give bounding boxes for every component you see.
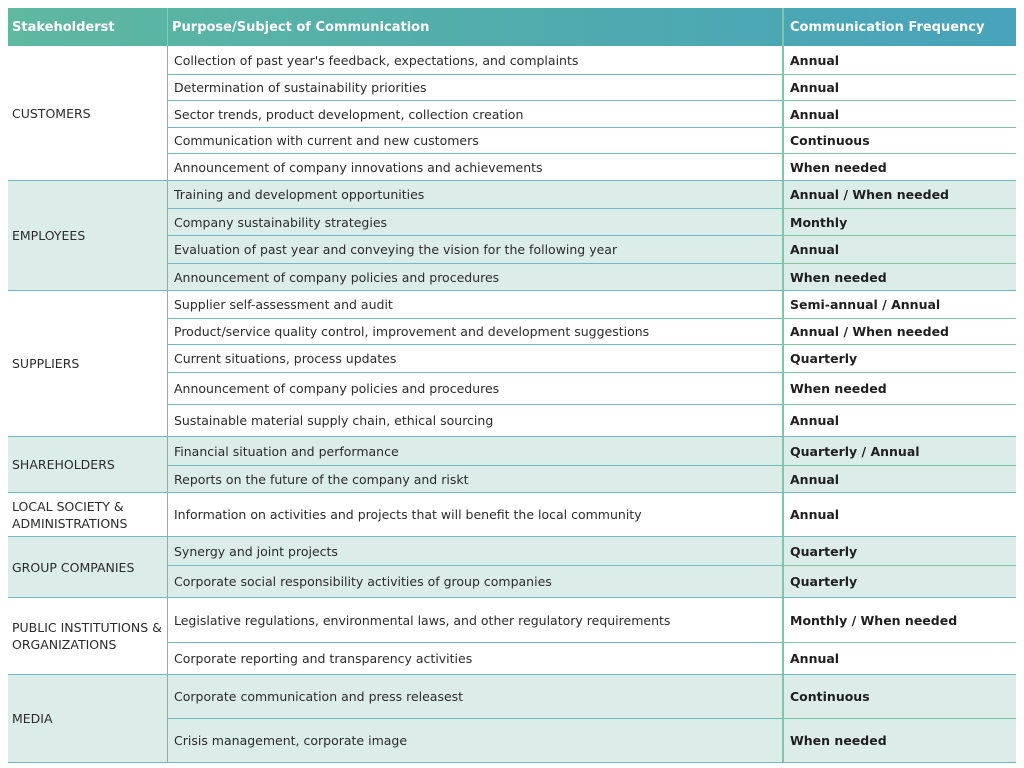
frequency-cell: Quarterly <box>782 537 1016 565</box>
frequency-cell: Semi-annual / Annual <box>782 291 1016 318</box>
stakeholder-cell: CUSTOMERS <box>8 46 168 180</box>
stakeholder-group <box>8 493 1016 537</box>
purpose-cell: Information on activities and projects that will benefit the local community <box>174 507 642 522</box>
frequency-cell: Quarterly <box>782 565 1016 597</box>
purpose-cell: Reports on the future of the company and riskt <box>168 465 782 492</box>
table-row <box>168 372 1016 404</box>
header-stakeholders: Stakeholderst <box>8 8 168 46</box>
purpose-cell: Corporate reporting and transparency activities <box>168 642 782 674</box>
frequency-cell: When needed <box>782 263 1016 290</box>
stakeholder-communication-table <box>8 8 1016 763</box>
frequency-cell: When needed <box>782 153 1016 180</box>
table-row <box>168 100 1016 127</box>
stakeholder-cell: MEDIA <box>8 675 168 762</box>
frequency-cell: Annual / When needed <box>782 181 1016 208</box>
table-row <box>168 718 1016 762</box>
stakeholder-group <box>8 46 1016 181</box>
table-row <box>168 46 1016 74</box>
header-frequency: Communication Frequency <box>782 8 1016 46</box>
frequency-cell: Annual <box>782 642 1016 674</box>
frequency-cell: Monthly / When needed <box>782 598 1016 642</box>
table-row <box>168 565 1016 597</box>
stakeholder-group <box>8 291 1016 437</box>
table-row <box>168 537 1016 565</box>
stakeholder-cell: GROUP COMPANIES <box>8 537 168 597</box>
frequency-cell: Annual <box>782 235 1016 263</box>
stakeholder-group <box>8 598 1016 675</box>
purpose-cell: Communication with current and new customers <box>168 127 782 153</box>
table-row <box>168 675 1016 718</box>
table-row <box>168 181 1016 208</box>
frequency-cell: Annual <box>782 465 1016 492</box>
table-row <box>168 404 1016 436</box>
header-purpose: Purpose/Subject of Communication <box>172 19 430 35</box>
frequency-cell: Annual <box>782 100 1016 127</box>
table-row <box>168 437 1016 465</box>
purpose-cell: Corporate social responsibility activities of group companies <box>168 565 782 597</box>
frequency-cell: Annual <box>782 493 1016 536</box>
table-row <box>168 74 1016 100</box>
table-row <box>168 642 1016 674</box>
purpose-cell: Current situations, process updates <box>168 344 782 372</box>
purpose-cell: Sector trends, product development, collection creation <box>168 100 782 127</box>
purpose-cell: Determination of sustainability priorities <box>168 74 782 100</box>
frequency-cell: Continuous <box>782 127 1016 153</box>
stakeholder-cell: LOCAL SOCIETY & ADMINISTRATIONS <box>8 493 168 536</box>
table-row <box>168 235 1016 263</box>
frequency-cell: Annual <box>782 74 1016 100</box>
purpose-cell: Training and development opportunities <box>174 187 425 202</box>
table-row <box>168 127 1016 153</box>
table-row <box>168 344 1016 372</box>
purpose-cell: Corporate communication and press releasest <box>174 689 464 704</box>
stakeholder-group <box>8 537 1016 598</box>
table-row <box>168 291 1016 318</box>
frequency-cell: When needed <box>782 718 1016 762</box>
table-row <box>168 493 1016 536</box>
purpose-cell: Sustainable material supply chain, ethical sourcing <box>168 404 782 436</box>
stakeholder-group <box>8 437 1016 493</box>
table-row <box>168 208 1016 235</box>
stakeholder-cell: PUBLIC INSTITUTIONS & ORGANIZATIONS <box>8 598 168 674</box>
purpose-cell: Crisis management, corporate image <box>168 718 782 762</box>
purpose-cell: Announcement of company innovations and achievements <box>168 153 782 180</box>
purpose-cell: Legislative regulations, environmental laws, and other regulatory requirements <box>174 612 671 628</box>
frequency-cell: Annual <box>782 404 1016 436</box>
table-row <box>168 263 1016 290</box>
purpose-cell: Company sustainability strategies <box>168 208 782 235</box>
purpose-cell: Supplier self-assessment and audit <box>174 297 393 312</box>
frequency-cell: Annual / When needed <box>782 318 1016 344</box>
purpose-cell: Evaluation of past year and conveying the vision for the following year <box>168 235 782 263</box>
purpose-cell: Financial situation and performance <box>174 443 399 459</box>
frequency-cell: When needed <box>782 372 1016 404</box>
frequency-cell: Annual <box>782 46 1016 74</box>
purpose-cell: Announcement of company policies and procedures <box>168 263 782 290</box>
stakeholder-cell: SUPPLIERS <box>8 291 168 436</box>
stakeholder-group <box>8 181 1016 291</box>
table-row <box>168 153 1016 180</box>
table-body <box>8 46 1016 763</box>
table-row <box>168 465 1016 492</box>
frequency-cell: Monthly <box>782 208 1016 235</box>
frequency-cell: Quarterly / Annual <box>782 437 1016 465</box>
table-row <box>168 318 1016 344</box>
purpose-cell: Announcement of company policies and procedures <box>168 372 782 404</box>
stakeholder-cell: EMPLOYEES <box>8 181 168 290</box>
purpose-cell: Product/service quality control, improvement and development suggestions <box>168 318 782 344</box>
stakeholder-group <box>8 675 1016 763</box>
table-row <box>168 598 1016 642</box>
purpose-cell: Synergy and joint projects <box>174 543 338 559</box>
stakeholder-cell: SHAREHOLDERS <box>8 437 168 492</box>
frequency-cell: Quarterly <box>782 344 1016 372</box>
frequency-cell: Continuous <box>782 675 1016 718</box>
table-header <box>8 8 1016 46</box>
purpose-cell: Collection of past year's feedback, expectations, and complaints <box>174 52 579 68</box>
